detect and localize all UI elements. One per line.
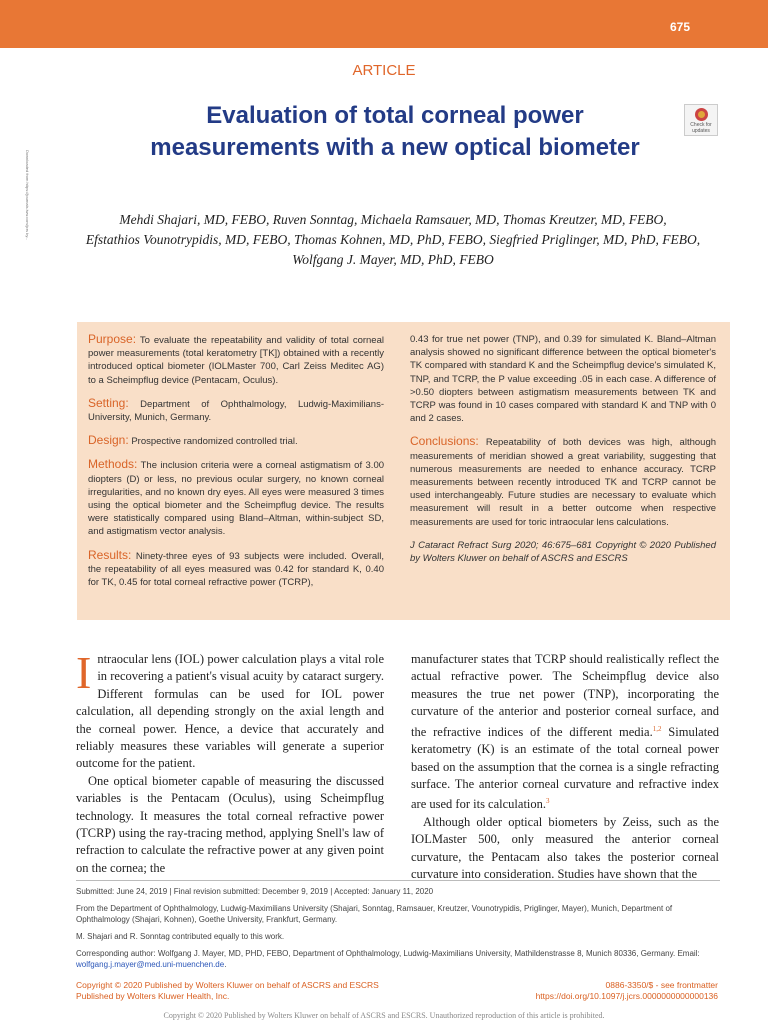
check-for-updates-badge[interactable] (684, 104, 718, 136)
doi-link[interactable]: https://doi.org/10.1097/j.jcrs.0000000000000136 (535, 991, 718, 1001)
footnotes (76, 880, 720, 976)
drop-cap: I (76, 647, 92, 698)
footer-copyright: Copyright © 2020 Published by Wolters Kluwer on behalf of ASCRS and ESCRS. Unauthorized reproduction of this article is prohibited. (163, 1011, 605, 1020)
author-line: Wolfgang J. Mayer, MD, PhD, FEBO (292, 252, 494, 267)
publisher-info (76, 980, 379, 1002)
download-side-note: Downloaded from https://journals.lww.com/jcrs by... (25, 150, 30, 241)
abstract-citation: J Cataract Refract Surg 2020; 46:675–681 Copyright © 2020 Published by Wolters Kluwer on behalf of ASCRS and ESCRS (410, 539, 716, 565)
body-right-column (411, 651, 719, 884)
publisher-line: Published by Wolters Kluwer Health, Inc. (76, 991, 230, 1001)
badge-label: Check for updates (690, 122, 712, 134)
body-paragraph: One optical biometer capable of measuring the discussed variables is the Pentacam (Oculus), using Scheimpflug technology. It measures the total corneal refractive power (TCRP) using the ray-tracing method, applying Snell's law of refraction to calculate the refractive power at any given point on the cornea; the (76, 773, 384, 875)
issn-line: 0886-3350/$ - see frontmatter (605, 980, 718, 990)
crossmark-icon (695, 108, 708, 121)
body-paragraph: manufacturer states that TCRP should realistically reflect the actual refractive power. The Scheimpflug device also measures the true net power (TNP), incorporating the curvature of the anterior and posterior corneal surface, and the refractive indices of the different media.$^{1,2}$ Simulated keratometry (K) is an estimate of the total corneal power based on the assumption that the cornea is a single refracting surface. The anterior corneal curvature and refractive index are used for its calculation.$^3$ (411, 652, 719, 812)
abstract-box (77, 322, 730, 620)
abstract-results-continued: 0.43 for true net power (TNP), and 0.39 for simulated K. Bland–Altman analysis showed no significant difference between the optical biometer's TK compared with standard K and the Scheimpflug device's simulated K, TNP, and TCRP, the P value exceeding .05 in each case. A difference of >0.50 diopters between astigmatism measurements between TK and TCRP was found in 10 cases compared with standard K and TNP with 0 and 2 cases. (410, 334, 716, 425)
submission-dates: Submitted: June 24, 2019 | Final revision submitted: December 9, 2019 | Accepted: January 11, 2020 (76, 887, 434, 896)
abstract-setting: Setting: Department of Ophthalmology, Ludwig-Maximilians-University, Munich, Germany. (88, 395, 385, 424)
abstract-conclusions: Conclusions: Repeatability of both devices was high, although measurements of meridian showed a great variability, suggesting that numerous measurements are needed to enhance accuracy. TCRP measurements between recently introduced TK and TCRP cannot be used interchangeably. Future studies are necessary to evaluate which measurement will result in a better outcome when respective measurements are used for toric intraocular lens calculations. (410, 434, 717, 528)
body-paragraph: Intraocular lens (IOL) power calculation plays a vital role in recovering a patient's visual acuity by cataract surgery. Different formulas can be used for IOL power calculation, all depending strongly on the axial length and the corneal power. Hence, a device that accurately and reliably measures these variables will generate a superior outcome for the patient. (76, 647, 384, 771)
abstract-design: Design: Prospective randomized controlled trial. (88, 433, 298, 448)
reference-link[interactable]: 3 (546, 797, 550, 806)
abstract-results: Results: Ninety-three eyes of 93 subjects were included. Overall, the repeatability of all eyes measured was 0.42 for standard K, 0.40 for TK, 0.45 for total corneal refractive power (TCRP), (88, 547, 385, 589)
copyright-line: Copyright © 2020 Published by Wolters Kluwer on behalf of ASCRS and ESCRS (76, 980, 379, 990)
section-label: ARTICLE (352, 62, 416, 79)
identifier-info (536, 980, 718, 1002)
corresponding-author: Corresponding author: Wolfgang J. Mayer, MD, PHD, FEBO, Department of Ophthalmology, Ludwig-Maximilians University, Mathildenstrasse 8, Munich 80336, Germany. Email: wolfgang.j.mayer@med.uni-muenchen.de. (76, 949, 700, 969)
abstract-right-column (410, 333, 716, 575)
reference-link[interactable]: 1,2 (652, 724, 662, 733)
email-link[interactable]: wolfgang.j.mayer@med.uni-muenchen.de (76, 960, 225, 969)
author-list (60, 210, 726, 270)
journal-header-bar (0, 0, 768, 48)
author-line: Efstathios Vounotrypidis, MD, FEBO, Thomas Kohnen, MD, PhD, FEBO, Siegfried Priglinger, MD, PhD, FEBO, (85, 232, 701, 247)
author-line: Mehdi Shajari, MD, FEBO, Ruven Sonntag, Michaela Ramsauer, MD, Thomas Kreutzer, MD, FEBO, (119, 212, 667, 227)
abstract-methods: Methods: The inclusion criteria were a corneal astigmatism of 3.00 diopters (D) or less, no previous ocular surgery, no known corneal irregularities, and no known dry eyes. All eyes were measured 3 times using the optical biometer and the Scheimpflug device. The results were statistically compared using Bland–Altman, within-subject SD, and astigmatism vector analysis. (88, 457, 385, 538)
abstract-purpose: Purpose: To evaluate the repeatability and validity of total corneal power measurements (total keratometry [TK]) obtained with a recently introduced optical biometer (IOLMaster 700, Carl Zeiss Meditec AG) to a Scheimpflug device (Pentacam, Oculus). (88, 332, 384, 386)
body-paragraph: Although older optical biometers by Zeiss, such as the IOLMaster 500, only measured the anterior corneal curvature, the Pentacam also takes the posterior corneal curvature into consideration. Studies have shown that the (411, 814, 719, 882)
page-number: 675 (669, 20, 690, 34)
affiliation-note: From the Department of Ophthalmology, Ludwig-Maximilians University (Shajari, Sonntag, Ramsauer, Kreutzer, Vounotrypidis, Priglinger, Mayer), Munich, Department of Ophthalmology (Shajari, Kohnen), Goethe University, Frankfurt, Germany. (76, 904, 673, 924)
article-title: Evaluation of total corneal power measurements with a new optical biometer (150, 102, 640, 161)
abstract-left-column (88, 333, 384, 599)
contribution-note: M. Shajari and R. Sonntag contributed equally to this work. (76, 932, 285, 941)
body-left-column (76, 647, 384, 877)
